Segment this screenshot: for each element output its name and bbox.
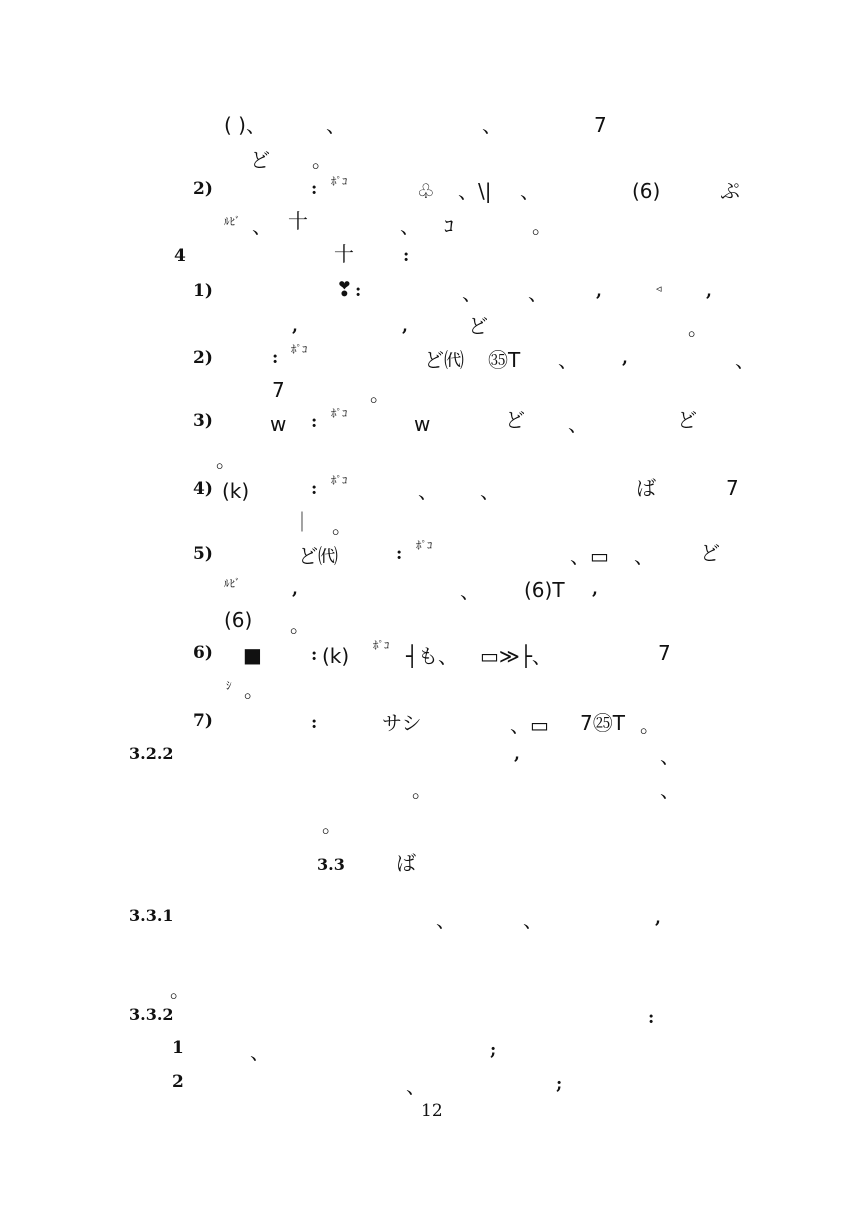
text-fragment: 、 [326, 113, 346, 137]
text-fragment: (k) [322, 644, 350, 668]
text-fragment: (k) [222, 479, 250, 503]
text-fragment: 2) [193, 179, 213, 199]
text-fragment: 7 [594, 113, 607, 137]
text-fragment: 2 [172, 1072, 184, 1092]
text-fragment: 7㉕T [580, 711, 625, 735]
page-number: 12 [421, 1101, 443, 1121]
text-fragment: 。 [322, 813, 342, 837]
text-fragment: ; [490, 1040, 497, 1060]
text-fragment: : [403, 246, 410, 266]
text-fragment: : [355, 281, 362, 301]
text-fragment: 3.3.1 [129, 906, 174, 925]
text-fragment: : [311, 713, 318, 733]
text-fragment: ど [250, 148, 270, 172]
text-fragment: , [292, 579, 298, 599]
text-fragment: 、 [528, 281, 548, 305]
text-fragment: 。 [370, 382, 390, 406]
text-fragment: (6) [224, 608, 253, 632]
text-fragment: 十 [288, 209, 308, 233]
text-fragment: 、 [520, 179, 540, 203]
text-fragment: : [648, 1008, 655, 1028]
text-fragment: 、 [735, 348, 755, 372]
text-fragment: 、 [558, 348, 578, 372]
text-fragment: 5) [193, 544, 213, 564]
text-fragment: ば [396, 851, 416, 875]
text-fragment: ( )、 [224, 113, 266, 137]
text-fragment: , [706, 281, 712, 301]
text-fragment: ど [677, 408, 697, 432]
text-fragment: ﾙﾋﾞ [224, 215, 241, 228]
text-fragment: 3.2.2 [129, 744, 174, 763]
text-fragment: , [596, 281, 602, 301]
text-fragment: 。 [170, 978, 190, 1002]
text-fragment: 。 [532, 214, 552, 238]
text-fragment: 4 [174, 246, 186, 266]
text-fragment: ▭≫├、 [480, 644, 552, 668]
text-fragment: 1) [193, 281, 213, 301]
text-fragment: : [311, 479, 318, 499]
text-fragment: : [272, 348, 279, 368]
text-fragment: 3.3.2 [129, 1005, 174, 1024]
text-fragment: ｼ [226, 679, 232, 692]
text-fragment: , [592, 579, 598, 599]
text-fragment: ﾎﾟｺ [331, 175, 348, 188]
text-fragment: 。 [412, 778, 432, 802]
text-fragment: , [514, 744, 520, 764]
text-fragment: 7) [193, 711, 213, 731]
text-fragment: 、 [250, 1040, 270, 1064]
text-fragment: 7 [272, 378, 285, 402]
text-fragment: , [622, 348, 628, 368]
text-fragment: w [414, 412, 431, 436]
text-fragment: ﾎﾟｺ [331, 474, 348, 487]
text-fragment: : [396, 544, 403, 564]
text-fragment: 3) [193, 411, 213, 431]
text-fragment: 、\| [458, 179, 492, 203]
text-fragment: 。 [688, 316, 708, 340]
text-fragment: (6)T [524, 578, 565, 602]
text-fragment: ﾎﾟｺ [331, 407, 348, 420]
text-fragment: 。 [312, 148, 332, 172]
text-fragment: 。 [290, 613, 310, 637]
text-fragment: 、▭ [510, 713, 549, 737]
text-fragment: ｺ [444, 214, 454, 238]
text-fragment: ど [700, 541, 720, 565]
text-fragment: 、 [634, 544, 654, 568]
text-fragment: 、 [418, 479, 438, 503]
text-fragment: ﾎﾟｺ [416, 539, 433, 552]
text-fragment: ぷ [720, 179, 740, 203]
text-fragment: ど [505, 408, 525, 432]
text-fragment: サシ [382, 711, 422, 735]
text-fragment: ど㈹ [424, 348, 464, 372]
text-fragment: ｜ [292, 510, 312, 534]
text-fragment: 、 [482, 113, 502, 137]
text-fragment: 。 [216, 448, 236, 472]
text-fragment: ど㈹ [298, 544, 338, 568]
text-fragment: 、 [436, 908, 456, 932]
text-fragment: ❣ [336, 277, 353, 301]
text-fragment: ◃ [656, 282, 662, 295]
text-fragment: ■ [243, 643, 262, 667]
text-fragment: 、 [252, 214, 272, 238]
text-fragment: 7 [658, 641, 671, 665]
text-fragment: ♧ [417, 179, 435, 203]
text-fragment: ; [556, 1074, 563, 1094]
text-fragment: 、 [406, 1074, 426, 1098]
text-fragment: , [402, 316, 408, 336]
text-fragment: 6) [193, 643, 213, 663]
text-fragment: , [655, 908, 661, 928]
text-fragment: (6) [632, 179, 661, 203]
text-fragment: ば [636, 476, 656, 500]
text-fragment: 、 [660, 778, 680, 802]
text-fragment: : [311, 645, 318, 665]
text-fragment: ﾙﾋﾞ [224, 577, 241, 590]
text-fragment: ﾎﾟｺ [373, 639, 390, 652]
text-fragment: w [270, 412, 287, 436]
text-fragment: ㉟T [488, 348, 521, 372]
text-fragment: 、 [400, 214, 420, 238]
text-fragment: 、 [460, 579, 480, 603]
text-fragment: 、▭ [570, 544, 609, 568]
text-fragment: ど [468, 314, 488, 338]
text-fragment: 2) [193, 348, 213, 368]
text-fragment: 1 [172, 1038, 184, 1058]
text-fragment: , [292, 316, 298, 336]
text-fragment: 。 [640, 713, 660, 737]
text-fragment: 、 [660, 744, 680, 768]
text-fragment: 3.3 [317, 855, 345, 874]
text-fragment: 4) [193, 479, 213, 499]
text-fragment: 7 [726, 476, 739, 500]
text-fragment: 十 [334, 242, 354, 266]
text-fragment: : [311, 412, 318, 432]
text-fragment: : [311, 179, 318, 199]
text-fragment: 。 [332, 514, 352, 538]
text-fragment: 、 [568, 412, 588, 436]
text-fragment: ┤も、 [406, 644, 459, 668]
text-fragment: 、 [462, 281, 482, 305]
text-fragment: 。 [244, 678, 264, 702]
text-fragment: 、 [523, 908, 543, 932]
text-fragment: ﾎﾟｺ [291, 343, 308, 356]
text-fragment: 、 [480, 479, 500, 503]
